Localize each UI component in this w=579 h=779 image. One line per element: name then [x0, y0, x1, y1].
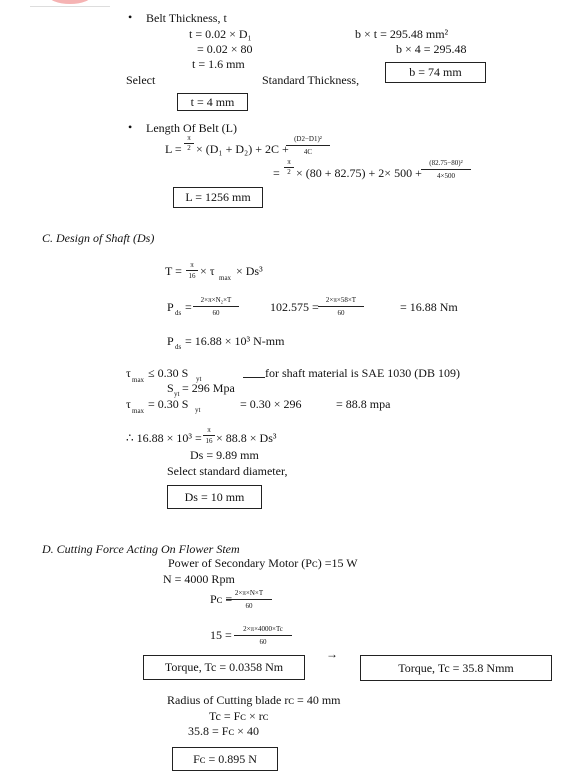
- fraction-bar: [186, 270, 198, 271]
- tau-label: τ: [126, 366, 131, 380]
- tc-eq: Tc = Fᴄ × rᴄ: [209, 709, 269, 723]
- pds-numerator: 2×π×N₂×T: [200, 296, 232, 304]
- shaft-heading: C. Design of Shaft (Ds): [42, 231, 155, 245]
- pi-numerator: π: [190, 261, 194, 269]
- tau2-calc: = 0.30 × 296: [240, 397, 302, 411]
- eq15-numerator: 2×π×4000×Tc: [243, 625, 283, 633]
- torque-nm-box: Torque, Tc = 0.0358 Nm: [143, 655, 305, 680]
- value-denominator: 60: [337, 309, 345, 317]
- ds-result-box: Ds = 10 mm: [167, 485, 262, 509]
- c-denominator: 4C: [303, 148, 313, 156]
- pds2-subscript: ds: [175, 343, 182, 351]
- select-label: Select: [126, 73, 156, 87]
- d-numerator: (D2−D1)²: [294, 135, 322, 143]
- ds-value: Ds = 9.89 mm: [190, 448, 259, 462]
- tau2-eq: = 0.30 S: [148, 397, 189, 411]
- decorative-arc: [48, 0, 92, 4]
- rpm-line: N = 4000 Rpm: [163, 572, 235, 586]
- eq15-lhs: 15 =: [210, 628, 232, 642]
- arrow-right-icon: →: [326, 647, 338, 661]
- tc-value-eq: 35.8 = Fᴄ × 40: [188, 724, 259, 738]
- torque-nmm-box: Torque, Tc = 35.8 Nmm: [360, 655, 552, 681]
- fraction-bar: [193, 306, 239, 307]
- two-denominator: 2: [187, 144, 191, 152]
- yt-subscript: yt: [195, 406, 201, 414]
- pc-numerator: 2×π×N×T: [234, 589, 264, 597]
- fraction-bar: [203, 435, 215, 436]
- e-denominator: 4×500: [437, 172, 455, 180]
- tau-max-subscript: max: [132, 376, 145, 384]
- length-eq2-body: × (80 + 82.75) + 2× 500 +: [296, 166, 422, 180]
- pi-numerator: π: [207, 426, 211, 434]
- top-divider: [30, 6, 110, 7]
- t-eq-3: t = 1.6 mm: [192, 57, 245, 71]
- b-result-box: b = 74 mm: [385, 62, 486, 83]
- pc-lhs: Pᴄ =: [210, 592, 233, 606]
- fraction-bar: [318, 306, 364, 307]
- t-eq-1: t = 0.02 × D₁: [189, 27, 252, 41]
- pds-label: P: [167, 300, 174, 314]
- syt-label: S: [167, 381, 174, 395]
- pi-numerator: π: [287, 158, 291, 166]
- value-numerator: 2×π×58×T: [325, 296, 357, 304]
- t-eq-2: = 0.02 × 80: [197, 42, 253, 56]
- value-eq-lhs: 102.575 =: [270, 300, 319, 314]
- tau-max-subscript: max: [219, 274, 232, 282]
- pds-denominator: 60: [212, 309, 220, 317]
- torque-eq-ds: × Ds³: [236, 264, 263, 278]
- tau2-label: τ: [126, 397, 131, 411]
- syt-subscript: yt: [174, 390, 180, 398]
- fraction-bar: [286, 145, 330, 146]
- eq15-denominator: 60: [259, 638, 267, 646]
- sixteen-denominator: 16: [188, 272, 196, 280]
- tau-ineq: ≤ 0.30 S: [148, 366, 189, 380]
- material-note: for shaft material is SAE 1030 (DB 109): [265, 366, 460, 380]
- radius-line: Radius of Cutting blade rᴄ = 40 mm: [167, 693, 341, 707]
- torque-eq-lhs: T =: [165, 264, 182, 278]
- fraction-bar: [226, 599, 272, 600]
- belt-thickness-heading: Belt Thickness, t: [146, 11, 227, 25]
- two-denominator: 2: [287, 168, 291, 176]
- tau2-result: = 88.8 mpa: [336, 397, 391, 411]
- length-eq1-body: × (D₁ + D₂) + 2C +: [196, 142, 289, 156]
- yt-subscript: yt: [196, 375, 202, 383]
- syt-value: = 296 Mpa: [182, 381, 235, 395]
- fc-result-box: Fᴄ = 0.895 N: [172, 747, 278, 771]
- bullet-icon: •: [128, 10, 133, 24]
- bt-eq-1: b × t = 295.48 mm²: [355, 27, 449, 41]
- pds2-value: = 16.88 × 10³ N-mm: [185, 334, 285, 348]
- bullet-icon: •: [128, 120, 133, 134]
- t-result-box: t = 4 mm: [177, 93, 248, 111]
- sixteen-denominator: 16: [205, 437, 213, 445]
- blank-underline: [243, 377, 265, 378]
- therefore-rhs: × 88.8 × Ds³: [216, 431, 277, 445]
- pds-equals: =: [185, 300, 192, 314]
- tau2-max-subscript: max: [132, 407, 145, 415]
- select-std-diameter: Select standard diameter,: [167, 464, 288, 478]
- power-line: Power of Secondary Motor (Pᴄ) =15 W: [168, 556, 358, 570]
- pds2-label: P: [167, 334, 174, 348]
- bt-eq-2: b × 4 = 295.48: [396, 42, 467, 56]
- length-eq2-lhs: =: [273, 166, 280, 180]
- therefore-lhs: ∴ 16.88 × 10³ =: [126, 431, 202, 445]
- length-eq1-lhs: L =: [165, 142, 182, 156]
- torque-eq-tau: × τ: [200, 264, 215, 278]
- pc-denominator: 60: [245, 602, 253, 610]
- cutting-heading: D. Cutting Force Acting On Flower Stem: [42, 542, 240, 556]
- fraction-bar: [421, 169, 471, 170]
- length-result-box: L = 1256 mm: [173, 187, 263, 208]
- pi-numerator: π: [187, 134, 191, 142]
- standard-thickness-label: Standard Thickness,: [262, 73, 360, 87]
- fraction-bar: [234, 635, 292, 636]
- value-result: = 16.88 Nm: [400, 300, 458, 314]
- e-numerator: (82.75−80)²: [429, 159, 463, 167]
- pds-subscript: ds: [175, 309, 182, 317]
- length-heading: Length Of Belt (L): [146, 121, 237, 135]
